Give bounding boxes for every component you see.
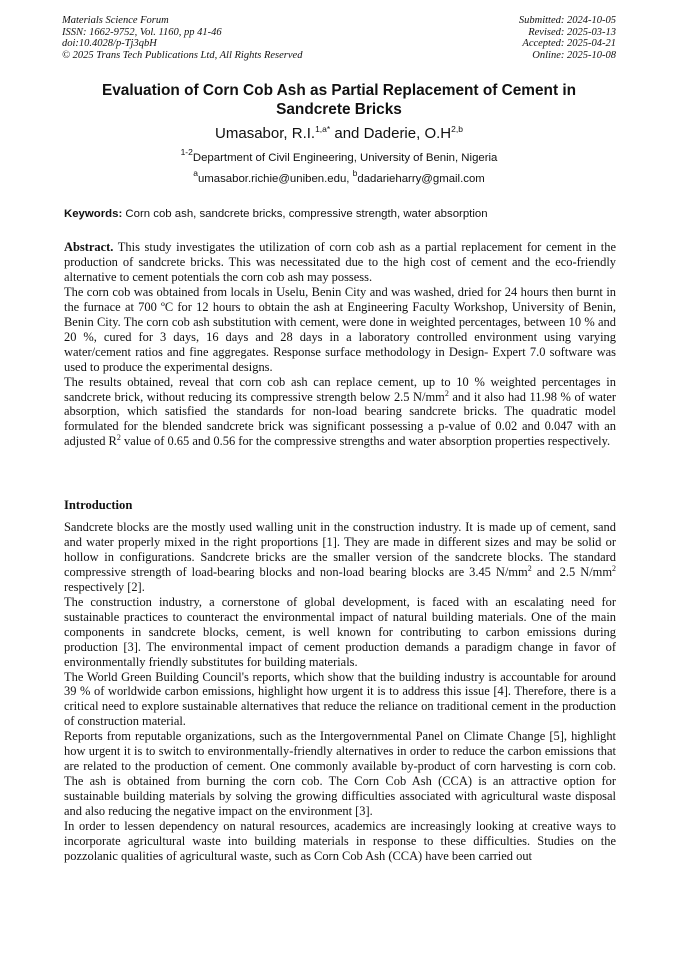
date-accepted: Accepted: 2025-04-21: [522, 38, 616, 50]
date-online: Online: 2025-10-08: [532, 49, 616, 61]
date-revised: Revised: 2025-03-13: [528, 26, 616, 38]
abstract-paragraph-3: [64, 375, 616, 450]
email-b-marker: b: [352, 168, 358, 178]
intro-text-1a: Sandcrete blocks are the mostly used walling unit in the construction industry. It is made up of cement, sand and water properly mixed in the right proportions [1]. They are made in different sizes and may be solid or hollow in configurations. Sandcrete bricks are the smaller version of the sandcrete blocks. The standard compressive strength of load-bearing blocks and non-load bearing blocks are 3.45 N/mm: [64, 520, 616, 579]
intro-text-1b: and 2.5 N/mm: [531, 564, 613, 579]
intro-paragraph-4: Reports from reputable organizations, such as the Intergovernmental Panel on Climate Change [5], highlight how urgent it is to switch to environmentally-friendly alternatives in order to reduce the carbon emissions that are related to the production of cement. One commonly available by-product of corn harvesting is corn cob. The ash is obtained from burning the corn cob. The Corn Cob Ash (CCA) is an attractive option for sustainable building materials by solving the growing difficulties associated with agricultural waste disposal and also reducing the negative impact on the environment [3].: [64, 729, 616, 819]
date-submitted: Submitted: 2024-10-05: [518, 15, 616, 26]
intro-paragraph-1: [64, 520, 616, 595]
journal-copyright: © 2025 Trans Tech Publications Ltd, All Rights Reserved: [62, 49, 303, 61]
intro-paragraph-2: The construction industry, a cornerstone of global development, is faced with an escalating need for sustainable practices to counteract the environmental impact of natural building materials. One of the main components in sandcrete blocks, cement, is well known for contributing to carbon emissions during production [3]. The environmental impact of cement production demands a paradigm change in favor of environmentally friendly substitutes for building materials.: [64, 594, 616, 669]
email-b[interactable]: dadarieharry@gmail.com: [357, 173, 485, 185]
journal-info: [62, 15, 302, 61]
abstract-superscript-1: 2: [444, 388, 449, 398]
title-line-1: Evaluation of Corn Cob Ash as Partial Replacement of Cement in: [101, 82, 577, 99]
author-1: Umasabor, R.I.: [215, 125, 316, 142]
keywords: [64, 207, 616, 221]
title-line-2: Sandcrete Bricks: [276, 101, 402, 118]
journal-issn: ISSN: 1662-9752, Vol. 1160, pp 41-46: [62, 26, 222, 38]
introduction-section: [64, 520, 616, 864]
submission-dates: [519, 15, 616, 61]
author-1-affiliation: 1,a*: [315, 124, 331, 134]
intro-superscript-2: 2: [612, 563, 617, 573]
introduction-heading: Introduction: [64, 498, 133, 512]
journal-doi[interactable]: doi:10.4028/p-Tj3qbH: [62, 38, 157, 50]
intro-text-1c: respectively [2].: [64, 579, 145, 594]
paper-title: [62, 81, 616, 119]
intro-paragraph-5: In order to lessen dependency on natural resources, academics are increasingly looking at creative ways to incorporate agricultural waste into building materials in response to these difficulties. Studies on the pozzolanic qualities of agricultural waste, such as Corn Cob Ash (CCA) have been carried out: [64, 819, 616, 863]
journal-name: Materials Science Forum: [62, 15, 169, 26]
abstract-text-3c: value of 0.65 and 0.56 for the compressive strengths and water absorption properties respectively.: [120, 434, 611, 449]
abstract-text-3b: and it also had 11.98 % of water absorption, which satisfied the standards for non-load bearing sandcrete bricks. The quadratic model formulated for the blended sandcrete brick was significant possessing a p-value of 0.02 and 0.047 with an adjusted R: [64, 389, 616, 449]
abstract-paragraph-2: The corn cob was obtained from locals in Uselu, Benin City and was washed, dried for 24 hours then burnt in the furnace at 700 ºC for 12 hours to obtain the ash at Engineering Faculty Workshop, University of Benin, Benin City. The corn cob ash substitution with cement, were done in weighted percentages, between 10 % and 20 %, cured for 3 days, 16 days and 28 days in a laboratory controlled environment using varying water/cement ratios and fine aggregates. Response surface methodology in Design- Expert 7.0 software was used to produce the experimental designs.: [64, 284, 616, 374]
author-list: [62, 124, 616, 143]
author-2: Daderie, O.H: [363, 125, 452, 142]
author-2-affiliation: 2,b: [451, 124, 463, 134]
abstract-paragraph-1: [64, 240, 616, 285]
email-a[interactable]: umasabor.richie@uniben.edu,: [197, 173, 353, 185]
email-a-marker: a: [193, 168, 198, 178]
abstract-text-1: This study investigates the utilization of corn cob ash as a partial replacement for cement in the production of sandcrete bricks. This was necessitated due to the high cost of cement and the eco-friendly alternative to cement potentials the corn cob ash may possess.: [64, 240, 616, 284]
affiliation-marker: 1-2: [180, 147, 193, 157]
intro-superscript-1: 2: [527, 563, 532, 573]
abstract-section: [64, 240, 616, 449]
abstract-superscript-2: 2: [116, 433, 121, 443]
abstract-text-3a: The results obtained, reveal that corn cob ash can replace cement, up to 10 % weighted percentages in sandcrete brick, without reducing its compressive strength below 2.5 N/mm: [64, 374, 616, 404]
author-joiner: and: [330, 125, 364, 142]
intro-paragraph-3: The World Green Building Council's reports, which show that the building industry is accountable for around 39 % of worldwide carbon emissions, highlight how urgent it is to address this issue [4]. Therefore, there is a critical need to explore sustainable alternatives that reduce the reliance on traditional cement in the production of construction material.: [64, 669, 616, 729]
abstract-label: Abstract.: [64, 240, 114, 254]
affiliation: [62, 147, 616, 165]
keywords-label: Keywords:: [64, 208, 123, 220]
affiliation-text: Department of Civil Engineering, University of Benin, Nigeria: [192, 152, 498, 164]
author-emails: [62, 168, 616, 186]
keywords-text: Corn cob ash, sandcrete bricks, compressive strength, water absorption: [122, 208, 488, 220]
